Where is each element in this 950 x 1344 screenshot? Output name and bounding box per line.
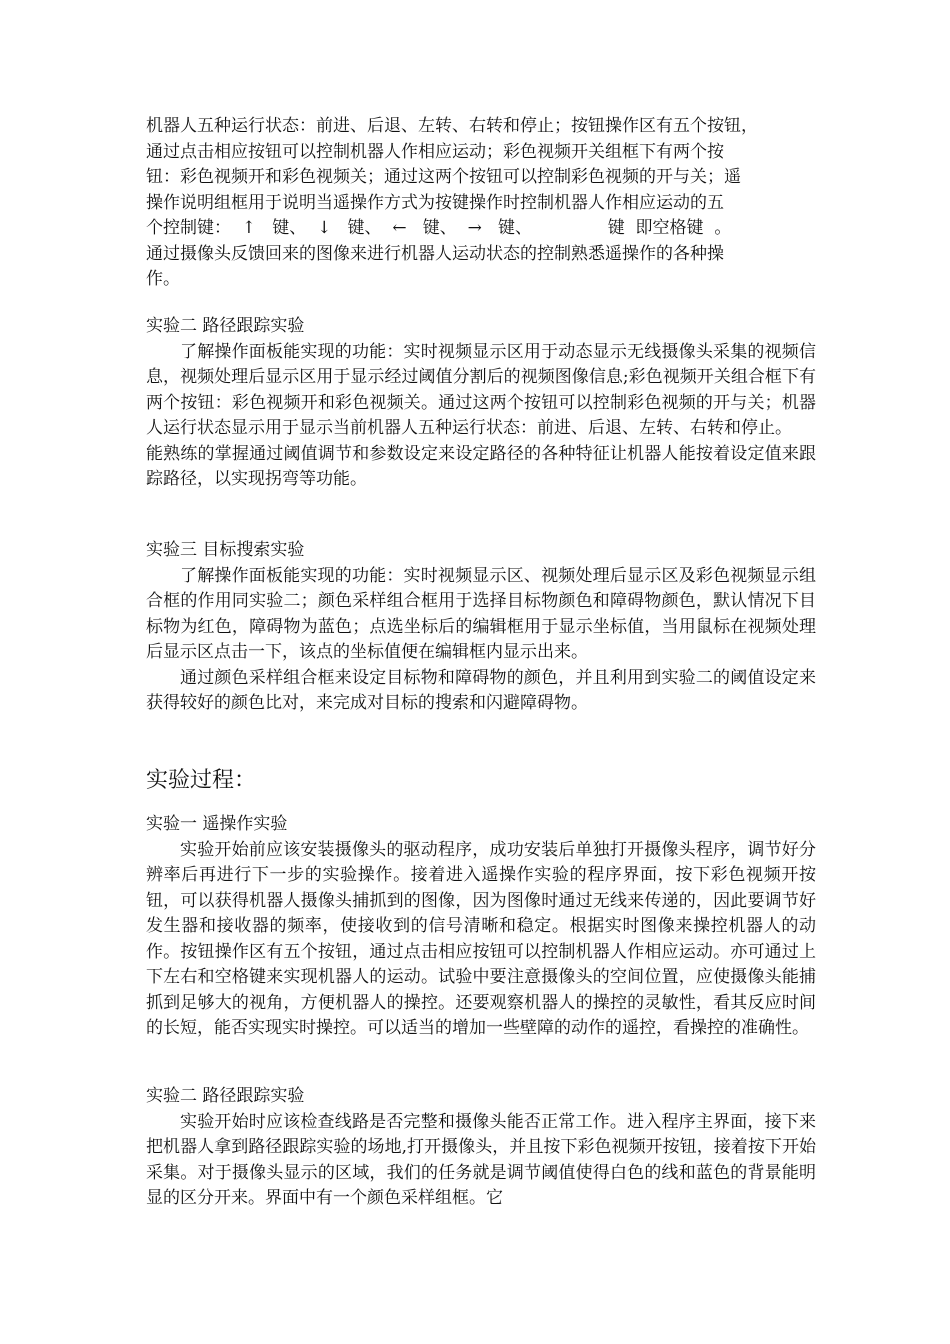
intro-line: 操作说明组框用于说明当遥操作方式为按键操作时控制机器人作相应运动的五 <box>146 192 724 213</box>
intro-line: 通过摄像头反馈回来的图像来进行机器人运动状态的控制熟悉遥操作的各种操 <box>146 243 724 264</box>
intro-line: 通过点击相应按钮可以控制机器人作相应运动；彩色视频开关组框下有两个按 <box>146 141 724 162</box>
paragraph: 能熟练的掌握通过阈值调节和参数设定来设定路径的各种特征让机器人能按着设定值来跟踪路径，以实现拐弯等功能。 <box>146 443 816 489</box>
section-heading: 实验一 遥操作实验 <box>146 814 288 834</box>
paragraph: 了解操作面板能实现的功能：实时视频显示区用于动态显示无线摄像头采集的视频信息，视频处理后显示区用于显示经过阈值分割后的视频图像信息;彩色视频开关组合框下有两个按钮：彩色视频开和彩色视频关。通过这两个按钮可以控制彩色视频的开与关；机器人运行状态显示用于显示当前机器人五种运行状态：前进、后退、左转、右转和停止。 <box>146 341 816 438</box>
control-keys-line: 个控制键： ↑ 键、 ↓ 键、 ← 键、 → 键、 键 即空格键 。 <box>146 218 732 238</box>
section-heading: 实验三 目标搜索实验 <box>146 540 305 560</box>
paragraph: 实验开始前应该安装摄像头的驱动程序，成功安装后单独打开摄像头程序，调节好分辨率后再进行下一步的实验操作。接着进入遥操作实验的程序界面，按下彩色视频开按钮，可以获得机器人摄像头捕抓到的图像，因为图像时通过无线来传递的，因此要调节好发生器和接收器的频率，使接收到的信号清晰和稳定。根据实时图像来操控机器人的动作。按钮操作区有五个按钮，通过点击相应按钮可以控制机器人作相应运动。亦可通过上下左右和空格键来实现机器人的运动。试验中要注意摄像头的空间位置，应使摄像头能捕抓到足够大的视角，方便机器人的操控。还要观察机器人的操控的灵敏性，看其反应时间的长短，能否实现实时操控。可以适当的增加一些壁障的动作的遥控，看操控的准确性。 <box>146 839 816 1038</box>
proc2-section <box>146 1084 816 1212</box>
paragraph: 实验开始时应该检查线路是否完整和摄像头能否正常工作。进入程序主界面，接下来把机器人拿到路径跟踪实验的场地,打开摄像头，并且按下彩色视频开按钮，接着按下开始采集。对于摄像头显示的区域，我们的任务就是调节阈值使得白色的线和蓝色的背景能明显的区分开来。界面中有一个颜色采样组框。它 <box>146 1111 816 1208</box>
page-heading: 实验过程： <box>146 768 257 793</box>
exp3-section <box>146 538 816 717</box>
proc1-section <box>146 812 816 1042</box>
intro-line: 机器人五种运行状态：前进、后退、左转、右转和停止；按钮操作区有五个按钮， <box>146 116 758 136</box>
paragraph: 了解操作面板能实现的功能：实时视频显示区、视频处理后显示区及彩色视频显示组合框的作用同实验二；颜色采样组合框用于选择目标物颜色和障碍物颜色，默认情况下目标物为红色，障碍物为蓝色；点选坐标后的编辑框用于显示坐标值，当用鼠标在视频处理后显示区点击一下，该点的坐标值便在编辑框内显示出来。 <box>146 565 816 662</box>
intro-section <box>146 114 816 293</box>
intro-line: 钮：彩色视频开和彩色视频关；通过这两个按钮可以控制彩色视频的开与关；遥 <box>146 167 741 187</box>
exp2-section <box>146 314 816 493</box>
section-heading: 实验二 路径跟踪实验 <box>146 316 305 336</box>
paragraph: 通过颜色采样组合框来设定目标物和障碍物的颜色，并且利用到实验二的阈值设定来获得较好的颜色比对，来完成对目标的搜索和闪避障碍物。 <box>146 667 816 713</box>
intro-line: 作。 <box>146 269 180 289</box>
section-heading: 实验二 路径跟踪实验 <box>146 1086 305 1106</box>
